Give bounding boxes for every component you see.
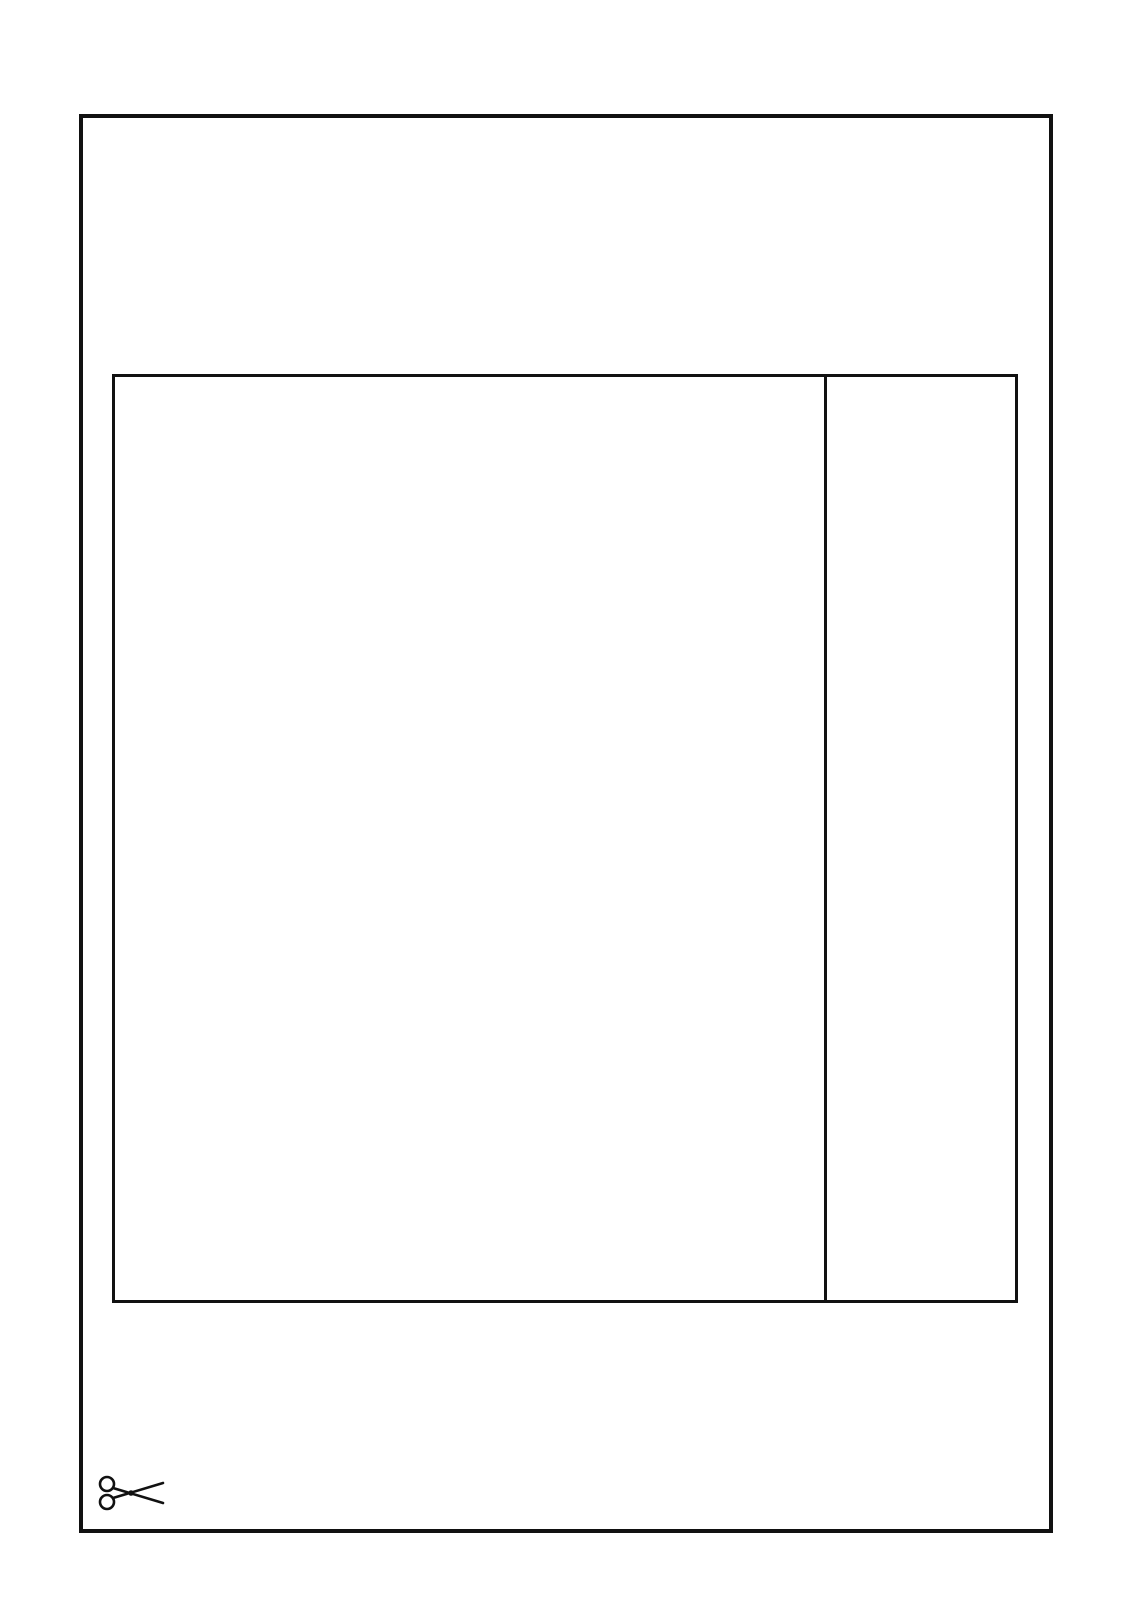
pattern-grid — [112, 374, 1018, 1303]
cutout-strip — [112, 1330, 1018, 1490]
answer-column-divider — [824, 377, 827, 1300]
scissors-icon — [97, 1475, 167, 1511]
